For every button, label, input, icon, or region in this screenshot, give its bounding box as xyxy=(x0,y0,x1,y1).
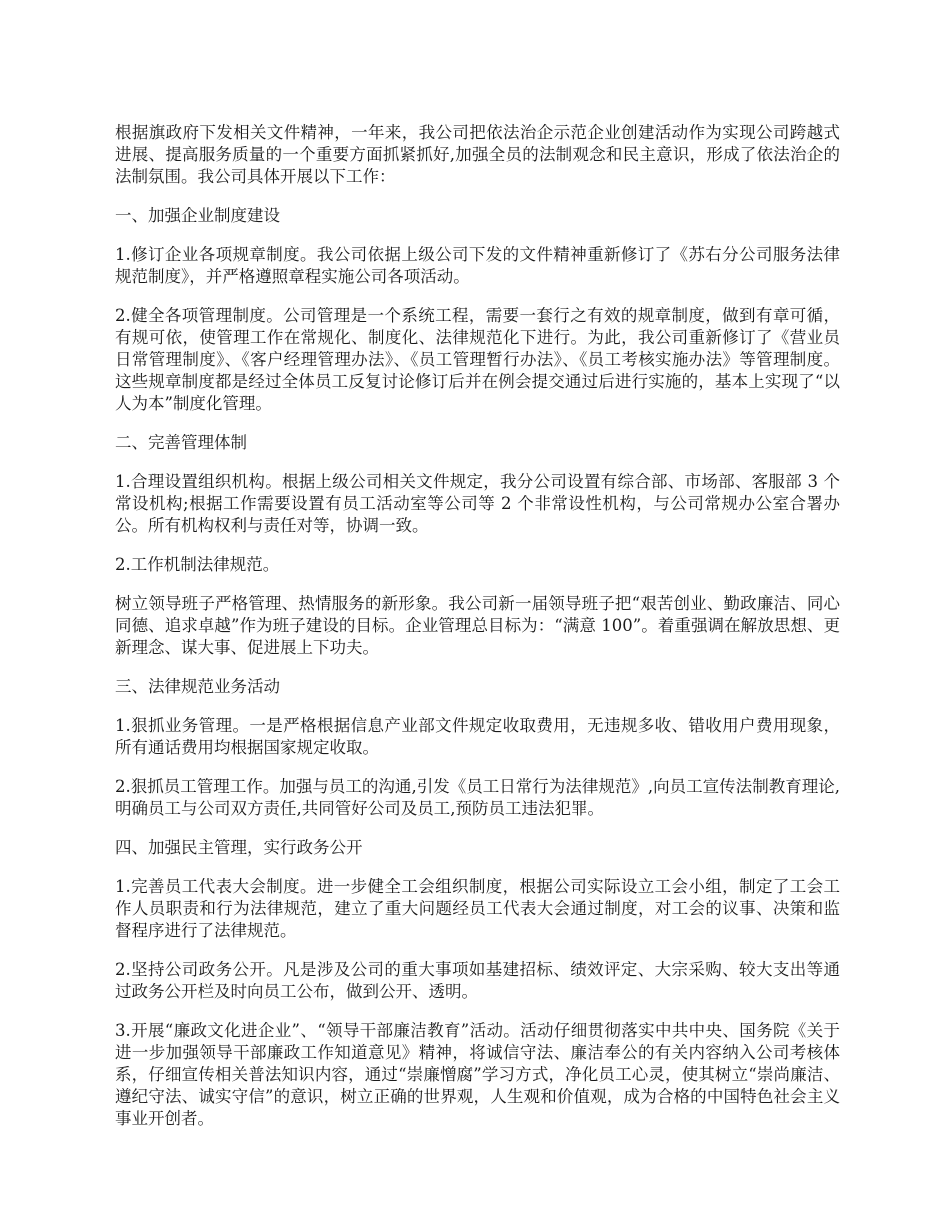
section-2-item-2-body: 树立领导班子严格管理、热情服务的新形象。我公司新一届领导班子把“艰苦创业、勤政廉洁、同心同德、追求卓越”作为班子建设的目标。企业管理总目标为：“满意 100”。着重强调在解放思想、更新理念、谋大事、促进展上下功夫。 xyxy=(115,594,840,657)
section-3-item-1: 1.狠抓业务管理。一是严格根据信息产业部文件规定收取费用，无违规多收、错收用户费用现象，所有通话费用均根据国家规定收取。 xyxy=(115,716,840,757)
section-heading-1: 一、加强企业制度建设 xyxy=(115,206,280,225)
section-1-item-2: 2.健全各项管理制度。公司管理是一个系统工程，需要一套行之有效的规章制度，做到有章可循，有规可依，使管理工作在常规化、制度化、法律规范化下进行。为此，我公司重新修订了《营业员日常管理制度》、《客户经理管理办法》、《员工管理暂行办法》、《员工考核实施办法》等管理制度。这些规章制度都是经过全体员工反复讨论修订后并在例会提交通过后进行实施的，基本上实现了“以人为本”制度化管理。 xyxy=(115,306,840,413)
section-4-item-2: 2.坚持公司政务公开。凡是涉及公司的重大事项如基建招标、绩效评定、大宗采购、较大支出等通过政务公开栏及时向员工公布，做到公开、透明。 xyxy=(115,960,840,1001)
section-heading-3: 三、法律规范业务活动 xyxy=(115,677,280,696)
section-2-item-1: 1.合理设置组织机构。根据上级公司相关文件规定，我分公司设置有综合部、市场部、客服部 3 个常设机构;根据工作需要设置有员工活动室等公司等 2 个非常设性机构，与公司常规办公室合署办公。所有机构权利与责任对等，协调一致。 xyxy=(115,472,840,535)
section-4-item-1: 1.完善员工代表大会制度。进一步健全工会组织制度，根据公司实际设立工会小组，制定了工会工作人员职责和行为法律规范，建立了重大问题经员工代表大会通过制度，对工会的议事、决策和监督程序进行了法律规范。 xyxy=(115,877,840,940)
section-heading-4: 四、加强民主管理，实行政务公开 xyxy=(115,838,363,857)
section-heading-2: 二、完善管理体制 xyxy=(115,433,247,452)
section-1-item-1: 1.修订企业各项规章制度。我公司依据上级公司下发的文件精神重新修订了《苏右分公司服务法律规范制度》，并严格遵照章程实施公司各项活动。 xyxy=(115,245,840,286)
section-3-item-2: 2.狠抓员工管理工作。加强与员工的沟通,引发《员工日常行为法律规范》,向员工宣传法制教育理论,明确员工与公司双方责任,共同管好公司及员工,预防员工违法犯罪。 xyxy=(115,777,840,818)
section-2-item-2: 2.工作机制法律规范。 xyxy=(115,555,280,574)
section-4-item-3: 3.开展“廉政文化进企业”、“领导干部廉洁教育”活动。活动仔细贯彻落实中共中央、国务院《关于进一步加强领导干部廉政工作知道意见》精神，将诚信守法、廉洁奉公的有关内容纳入公司考核体系，仔细宣传相关普法知识内容，通过“崇廉憎腐”学习方式，净化员工心灵，使其树立“崇尚廉洁、遵纪守法、诚实守信”的意识，树立正确的世界观，人生观和价值观，成为合格的中国特色社会主义事业开创者。 xyxy=(115,1021,840,1128)
intro-paragraph: 根据旗政府下发相关文件精神，一年来，我公司把依法治企示范企业创建活动作为实现公司跨越式进展、提高服务质量的一个重要方面抓紧抓好,加强全员的法制观念和民主意识，形成了依法治企的法制氛围。我公司具体开展以下工作： xyxy=(115,123,840,186)
